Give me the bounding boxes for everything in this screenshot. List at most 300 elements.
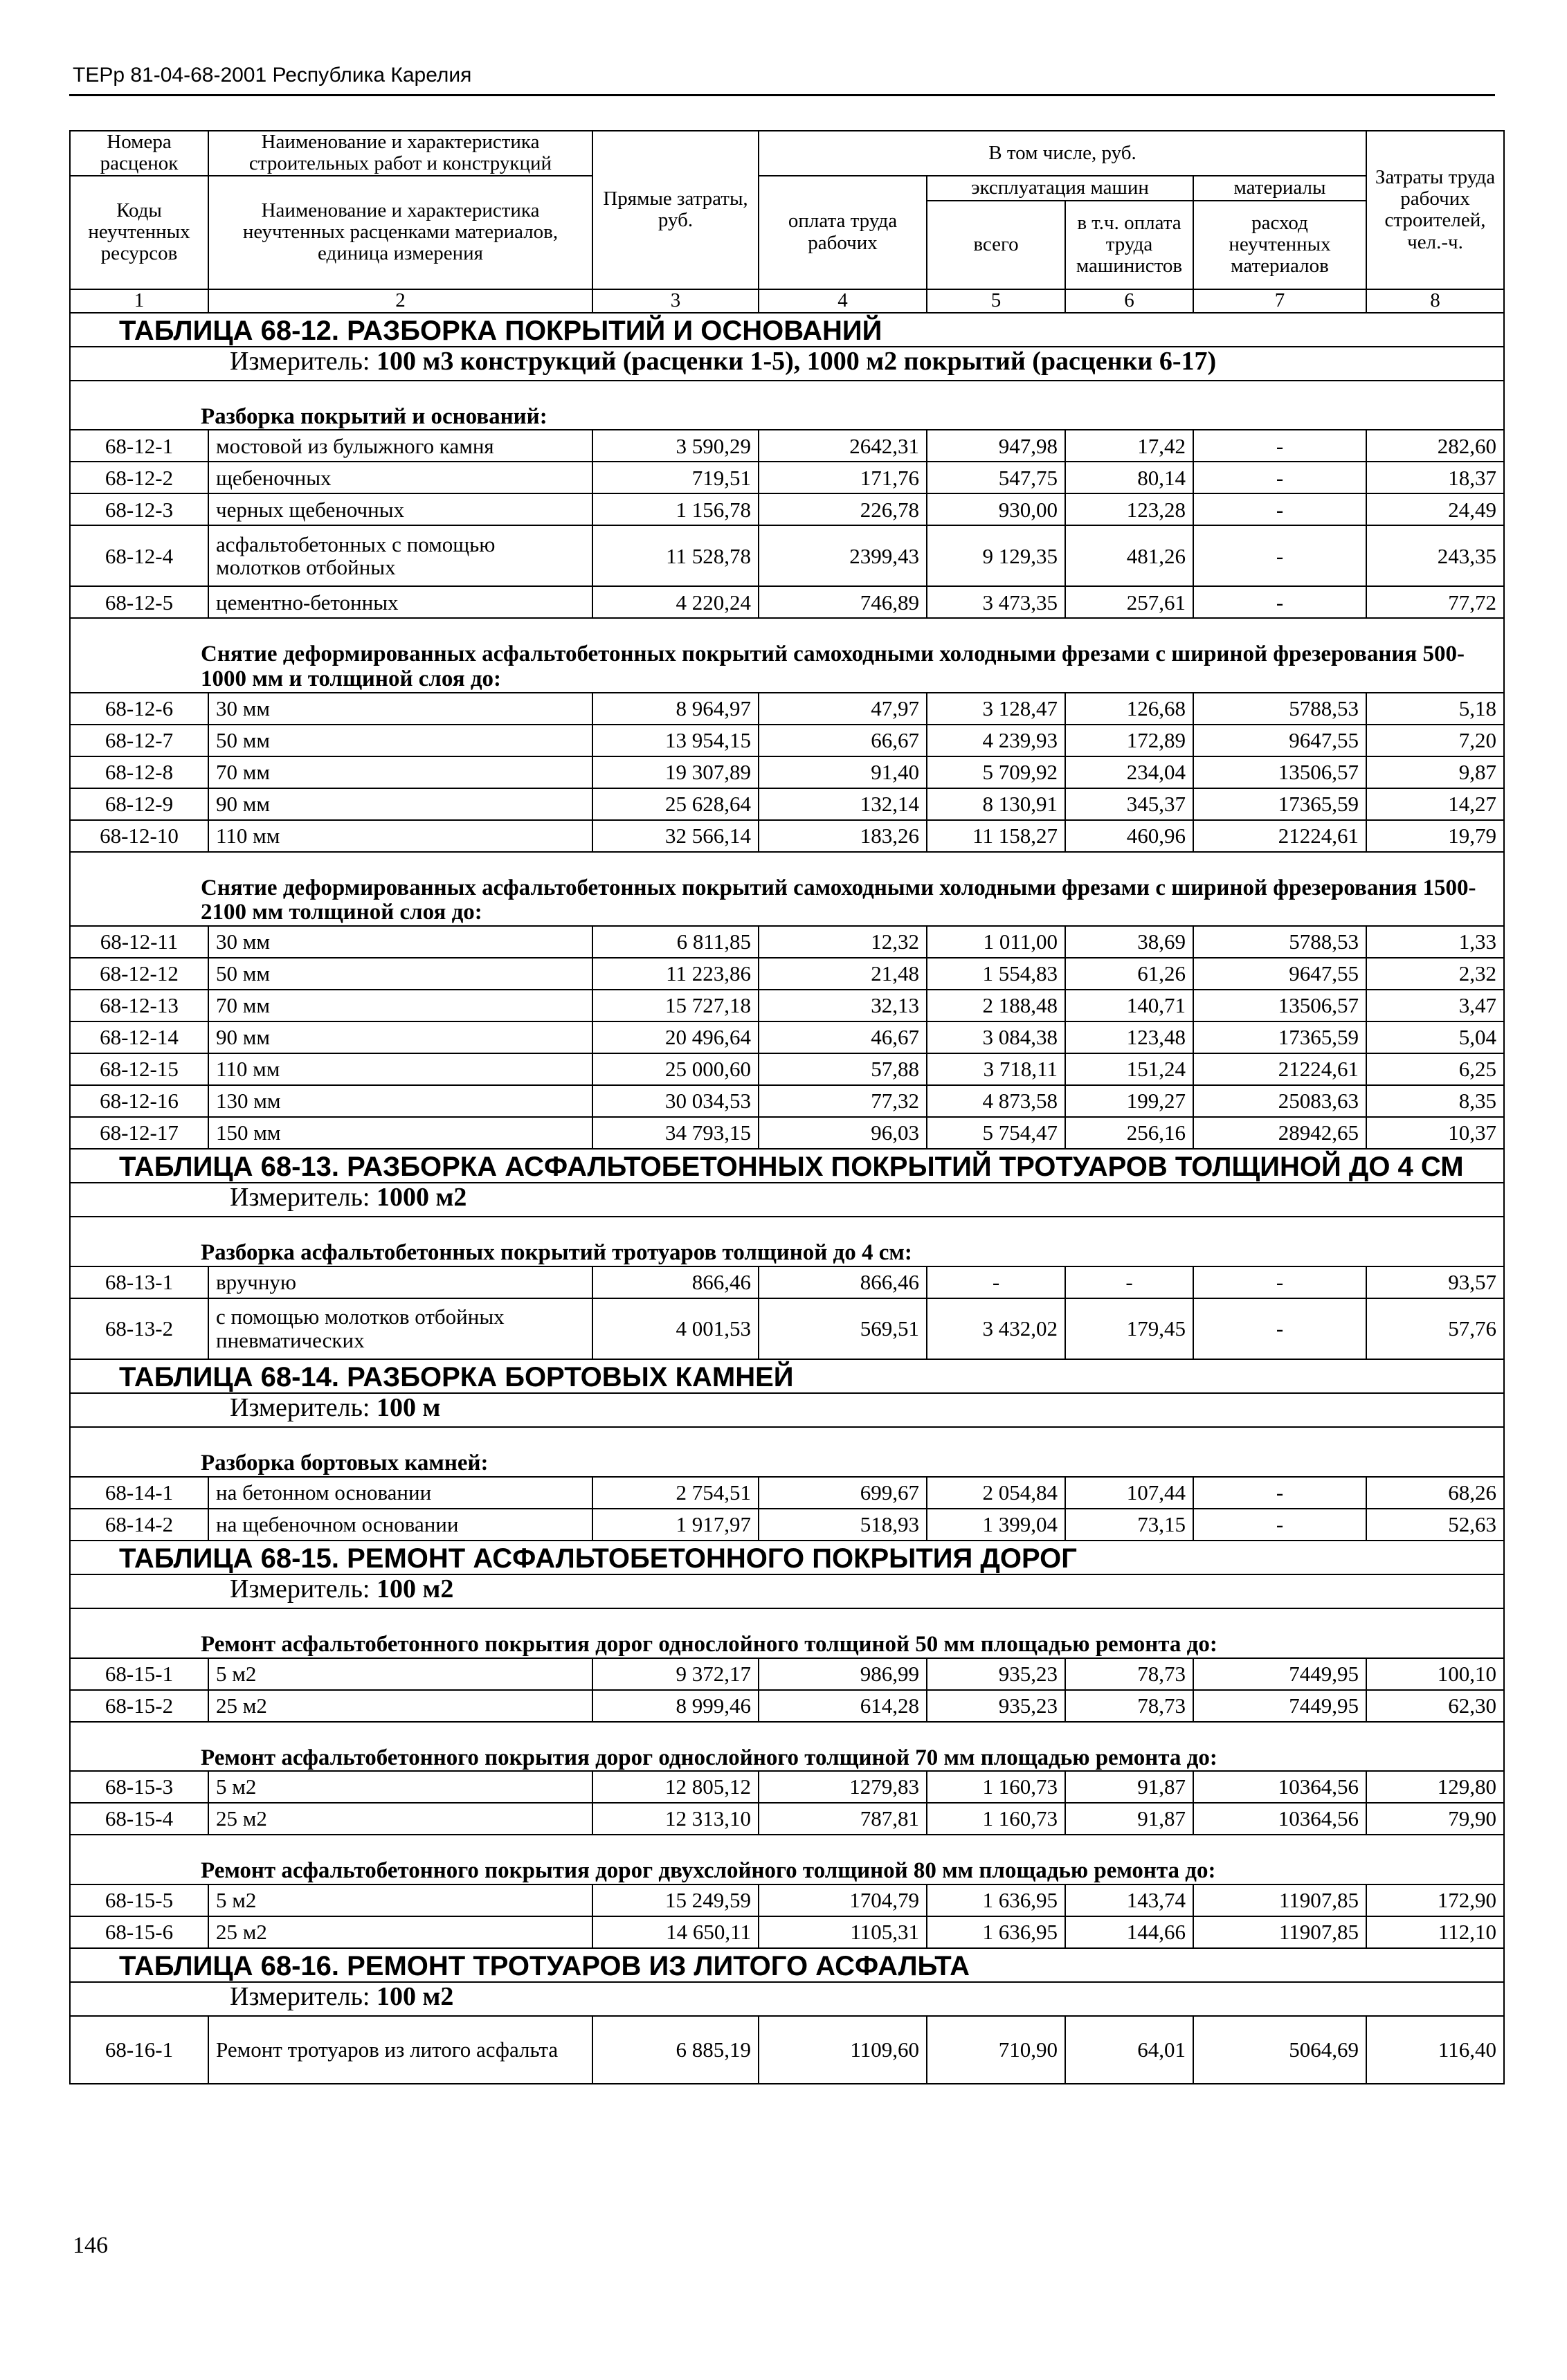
worker-pay: 699,67 bbox=[759, 1477, 927, 1509]
group-heading-row bbox=[70, 1835, 1504, 1884]
measurement-unit-label: Измеритель: bbox=[230, 1574, 370, 1604]
measurement-unit bbox=[70, 1574, 1504, 1608]
rate-code: 68-12-3 bbox=[70, 493, 208, 525]
worker-pay: 1109,60 bbox=[759, 2016, 927, 2084]
work-name: 150 мм bbox=[208, 1117, 592, 1149]
table-row bbox=[70, 1658, 1504, 1690]
rate-code: 68-12-11 bbox=[70, 926, 208, 958]
operator-pay: 140,71 bbox=[1065, 990, 1193, 1021]
table-row bbox=[70, 1884, 1504, 1916]
rate-code: 68-12-6 bbox=[70, 693, 208, 725]
table-row bbox=[70, 1298, 1504, 1359]
operator-pay: 123,48 bbox=[1065, 1021, 1193, 1053]
material-consumption: 9647,55 bbox=[1193, 958, 1366, 990]
worker-pay: 66,67 bbox=[759, 725, 927, 756]
labor-costs: 79,90 bbox=[1366, 1803, 1504, 1835]
header-operator-pay: в т.ч. оплата труда машинистов bbox=[1065, 201, 1193, 289]
worker-pay: 226,78 bbox=[759, 493, 927, 525]
rate-code: 68-15-4 bbox=[70, 1803, 208, 1835]
worker-pay: 787,81 bbox=[759, 1803, 927, 1835]
worker-pay: 614,28 bbox=[759, 1690, 927, 1722]
header-machine-operation: эксплуатация машин bbox=[927, 176, 1193, 201]
work-name: вручную bbox=[208, 1266, 592, 1298]
material-consumption: 21224,61 bbox=[1193, 820, 1366, 852]
operator-pay: 199,27 bbox=[1065, 1085, 1193, 1117]
machines-total: 947,98 bbox=[927, 430, 1065, 462]
operator-pay: 80,14 bbox=[1065, 462, 1193, 493]
worker-pay: 2399,43 bbox=[759, 525, 927, 586]
section-title: ТАБЛИЦА 68-15. РЕМОНТ АСФАЛЬТОБЕТОННОГО ПОКРЫТИЯ ДОРОГ bbox=[70, 1541, 1504, 1574]
work-name: 70 мм bbox=[208, 990, 592, 1021]
material-consumption: 13506,57 bbox=[1193, 990, 1366, 1021]
labor-costs: 68,26 bbox=[1366, 1477, 1504, 1509]
material-consumption: - bbox=[1193, 430, 1366, 462]
worker-pay: 746,89 bbox=[759, 586, 927, 618]
direct-costs: 8 999,46 bbox=[592, 1690, 759, 1722]
measurement-unit-value: 100 м2 bbox=[377, 1981, 454, 2011]
rate-code: 68-12-13 bbox=[70, 990, 208, 1021]
machines-total: 1 160,73 bbox=[927, 1803, 1065, 1835]
operator-pay: - bbox=[1065, 1266, 1193, 1298]
work-name: Ремонт тротуаров из литого асфальта bbox=[208, 2016, 592, 2084]
worker-pay: 46,67 bbox=[759, 1021, 927, 1053]
table-row bbox=[70, 462, 1504, 493]
measurement-unit-value: 100 м3 конструкций (расценки 1-5), 1000 м2 покрытий (расценки 6-17) bbox=[377, 346, 1217, 376]
work-name: 70 мм bbox=[208, 756, 592, 788]
machines-total: 3 128,47 bbox=[927, 693, 1065, 725]
material-consumption: - bbox=[1193, 525, 1366, 586]
column-number: 1 bbox=[70, 289, 208, 313]
work-name: 90 мм bbox=[208, 788, 592, 820]
direct-costs: 12 313,10 bbox=[592, 1803, 759, 1835]
direct-costs: 2 754,51 bbox=[592, 1477, 759, 1509]
table-row bbox=[70, 1803, 1504, 1835]
material-consumption: 10364,56 bbox=[1193, 1771, 1366, 1803]
rate-code: 68-14-1 bbox=[70, 1477, 208, 1509]
column-number: 5 bbox=[927, 289, 1065, 313]
direct-costs: 1 156,78 bbox=[592, 493, 759, 525]
operator-pay: 257,61 bbox=[1065, 586, 1193, 618]
rate-code: 68-15-3 bbox=[70, 1771, 208, 1803]
worker-pay: 2642,31 bbox=[759, 430, 927, 462]
table-row bbox=[70, 1085, 1504, 1117]
group-heading: Снятие деформированных асфальтобетонных покрытий самоходными холодными фрезами с шириной фрезерования 500-1000 мм и толщиной слоя до: bbox=[70, 618, 1504, 692]
operator-pay: 64,01 bbox=[1065, 2016, 1193, 2084]
labor-costs: 1,33 bbox=[1366, 926, 1504, 958]
table-row bbox=[70, 756, 1504, 788]
section-title: ТАБЛИЦА 68-12. РАЗБОРКА ПОКРЫТИЙ И ОСНОВАНИЙ bbox=[70, 313, 1504, 347]
work-name: 50 мм bbox=[208, 958, 592, 990]
direct-costs: 15 249,59 bbox=[592, 1884, 759, 1916]
worker-pay: 21,48 bbox=[759, 958, 927, 990]
material-consumption: - bbox=[1193, 493, 1366, 525]
labor-costs: 52,63 bbox=[1366, 1509, 1504, 1541]
group-heading: Ремонт асфальтобетонного покрытия дорог двухслойного толщиной 80 мм площадью ремонта до: bbox=[70, 1835, 1504, 1884]
machines-total: 5 754,47 bbox=[927, 1117, 1065, 1149]
table-body bbox=[70, 289, 1504, 2084]
rate-code: 68-15-5 bbox=[70, 1884, 208, 1916]
group-heading: Разборка бортовых камней: bbox=[70, 1427, 1504, 1477]
operator-pay: 234,04 bbox=[1065, 756, 1193, 788]
direct-costs: 25 000,60 bbox=[592, 1053, 759, 1085]
operator-pay: 61,26 bbox=[1065, 958, 1193, 990]
price-table bbox=[69, 130, 1505, 2084]
rate-code: 68-12-2 bbox=[70, 462, 208, 493]
rate-code: 68-12-16 bbox=[70, 1085, 208, 1117]
column-number: 2 bbox=[208, 289, 592, 313]
table-row bbox=[70, 820, 1504, 852]
header-machines-total: всего bbox=[927, 201, 1065, 289]
machines-total: 3 084,38 bbox=[927, 1021, 1065, 1053]
operator-pay: 91,87 bbox=[1065, 1803, 1193, 1835]
section-title-row bbox=[70, 1359, 1504, 1393]
rate-code: 68-13-1 bbox=[70, 1266, 208, 1298]
machines-total: - bbox=[927, 1266, 1065, 1298]
work-name: на бетонном основании bbox=[208, 1477, 592, 1509]
direct-costs: 34 793,15 bbox=[592, 1117, 759, 1149]
worker-pay: 866,46 bbox=[759, 1266, 927, 1298]
operator-pay: 256,16 bbox=[1065, 1117, 1193, 1149]
labor-costs: 9,87 bbox=[1366, 756, 1504, 788]
measurement-unit-label: Измеритель: bbox=[230, 346, 370, 376]
operator-pay: 38,69 bbox=[1065, 926, 1193, 958]
measurement-unit-row bbox=[70, 1982, 1504, 2016]
section-title: ТАБЛИЦА 68-16. РЕМОНТ ТРОТУАРОВ ИЗ ЛИТОГО АСФАЛЬТА bbox=[70, 1948, 1504, 1982]
machines-total: 547,75 bbox=[927, 462, 1065, 493]
machines-total: 1 636,95 bbox=[927, 1916, 1065, 1948]
direct-costs: 4 001,53 bbox=[592, 1298, 759, 1359]
material-consumption: - bbox=[1193, 1298, 1366, 1359]
labor-costs: 3,47 bbox=[1366, 990, 1504, 1021]
material-consumption: 9647,55 bbox=[1193, 725, 1366, 756]
direct-costs: 719,51 bbox=[592, 462, 759, 493]
direct-costs: 9 372,17 bbox=[592, 1658, 759, 1690]
rate-code: 68-12-15 bbox=[70, 1053, 208, 1085]
section-title: ТАБЛИЦА 68-14. РАЗБОРКА БОРТОВЫХ КАМНЕЙ bbox=[70, 1359, 1504, 1393]
group-heading: Разборка покрытий и оснований: bbox=[70, 381, 1504, 430]
labor-costs: 93,57 bbox=[1366, 1266, 1504, 1298]
machines-total: 11 158,27 bbox=[927, 820, 1065, 852]
work-name: мостовой из булыжного камня bbox=[208, 430, 592, 462]
measurement-unit bbox=[70, 1982, 1504, 2016]
direct-costs: 32 566,14 bbox=[592, 820, 759, 852]
measurement-unit-row bbox=[70, 1393, 1504, 1427]
machines-total: 1 160,73 bbox=[927, 1771, 1065, 1803]
group-heading-row bbox=[70, 1217, 1504, 1266]
labor-costs: 100,10 bbox=[1366, 1658, 1504, 1690]
header-rate-numbers: Номера расценок bbox=[70, 131, 208, 176]
work-name: цементно-бетонных bbox=[208, 586, 592, 618]
operator-pay: 143,74 bbox=[1065, 1884, 1193, 1916]
labor-costs: 129,80 bbox=[1366, 1771, 1504, 1803]
header-materials: материалы bbox=[1193, 176, 1366, 201]
header-in-total: В том числе, руб. bbox=[759, 131, 1366, 176]
rate-code: 68-12-7 bbox=[70, 725, 208, 756]
worker-pay: 77,32 bbox=[759, 1085, 927, 1117]
worker-pay: 132,14 bbox=[759, 788, 927, 820]
work-name: щебеночных bbox=[208, 462, 592, 493]
labor-costs: 19,79 bbox=[1366, 820, 1504, 852]
measurement-unit-label: Измеритель: bbox=[230, 1981, 370, 2011]
measurement-unit-label: Измеритель: bbox=[230, 1393, 370, 1422]
worker-pay: 1704,79 bbox=[759, 1884, 927, 1916]
table-row bbox=[70, 2016, 1504, 2084]
rate-code: 68-12-9 bbox=[70, 788, 208, 820]
direct-costs: 11 528,78 bbox=[592, 525, 759, 586]
section-title-row bbox=[70, 1149, 1504, 1183]
table-row bbox=[70, 1509, 1504, 1541]
operator-pay: 345,37 bbox=[1065, 788, 1193, 820]
material-consumption: 10364,56 bbox=[1193, 1803, 1366, 1835]
column-number: 8 bbox=[1366, 289, 1504, 313]
header-rule bbox=[69, 94, 1495, 96]
work-name: 130 мм bbox=[208, 1085, 592, 1117]
work-name: 30 мм bbox=[208, 693, 592, 725]
material-consumption: 7449,95 bbox=[1193, 1658, 1366, 1690]
rate-code: 68-13-2 bbox=[70, 1298, 208, 1359]
table-row bbox=[70, 1477, 1504, 1509]
labor-costs: 243,35 bbox=[1366, 525, 1504, 586]
rate-code: 68-16-1 bbox=[70, 2016, 208, 2084]
work-name: 5 м2 bbox=[208, 1884, 592, 1916]
material-consumption: 21224,61 bbox=[1193, 1053, 1366, 1085]
labor-costs: 6,25 bbox=[1366, 1053, 1504, 1085]
measurement-unit bbox=[70, 347, 1504, 381]
direct-costs: 20 496,64 bbox=[592, 1021, 759, 1053]
rate-code: 68-12-8 bbox=[70, 756, 208, 788]
table-row bbox=[70, 693, 1504, 725]
work-name: 5 м2 bbox=[208, 1658, 592, 1690]
machines-total: 935,23 bbox=[927, 1690, 1065, 1722]
machines-total: 1 554,83 bbox=[927, 958, 1065, 990]
table-row bbox=[70, 525, 1504, 586]
rate-code: 68-12-4 bbox=[70, 525, 208, 586]
work-name: черных щебеночных bbox=[208, 493, 592, 525]
table-row bbox=[70, 1021, 1504, 1053]
labor-costs: 112,10 bbox=[1366, 1916, 1504, 1948]
work-name: на щебеночном основании bbox=[208, 1509, 592, 1541]
operator-pay: 78,73 bbox=[1065, 1658, 1193, 1690]
column-number: 7 bbox=[1193, 289, 1366, 313]
work-name: 110 мм bbox=[208, 820, 592, 852]
material-consumption: 11907,85 bbox=[1193, 1884, 1366, 1916]
table-row bbox=[70, 990, 1504, 1021]
rate-code: 68-12-10 bbox=[70, 820, 208, 852]
material-consumption: 5064,69 bbox=[1193, 2016, 1366, 2084]
measurement-unit bbox=[70, 1183, 1504, 1217]
table-row bbox=[70, 493, 1504, 525]
direct-costs: 3 590,29 bbox=[592, 430, 759, 462]
material-consumption: 13506,57 bbox=[1193, 756, 1366, 788]
direct-costs: 866,46 bbox=[592, 1266, 759, 1298]
section-title-row bbox=[70, 1948, 1504, 1982]
table-row bbox=[70, 788, 1504, 820]
machines-total: 4 239,93 bbox=[927, 725, 1065, 756]
labor-costs: 8,35 bbox=[1366, 1085, 1504, 1117]
table-row bbox=[70, 1771, 1504, 1803]
worker-pay: 12,32 bbox=[759, 926, 927, 958]
machines-total: 2 054,84 bbox=[927, 1477, 1065, 1509]
machines-total: 4 873,58 bbox=[927, 1085, 1065, 1117]
machines-total: 1 011,00 bbox=[927, 926, 1065, 958]
group-heading-row bbox=[70, 1427, 1504, 1477]
machines-total: 1 399,04 bbox=[927, 1509, 1065, 1541]
worker-pay: 518,93 bbox=[759, 1509, 927, 1541]
operator-pay: 107,44 bbox=[1065, 1477, 1193, 1509]
column-number: 4 bbox=[759, 289, 927, 313]
labor-costs: 5,18 bbox=[1366, 693, 1504, 725]
operator-pay: 144,66 bbox=[1065, 1916, 1193, 1948]
rate-code: 68-12-17 bbox=[70, 1117, 208, 1149]
operator-pay: 17,42 bbox=[1065, 430, 1193, 462]
work-name: 25 м2 bbox=[208, 1690, 592, 1722]
work-name: 90 мм bbox=[208, 1021, 592, 1053]
table-row bbox=[70, 1690, 1504, 1722]
labor-costs: 14,27 bbox=[1366, 788, 1504, 820]
direct-costs: 25 628,64 bbox=[592, 788, 759, 820]
table-row bbox=[70, 958, 1504, 990]
rate-code: 68-12-5 bbox=[70, 586, 208, 618]
operator-pay: 78,73 bbox=[1065, 1690, 1193, 1722]
page-header: ТЕРр 81-04-68-2001 Республика Карелия bbox=[73, 64, 472, 87]
worker-pay: 183,26 bbox=[759, 820, 927, 852]
group-heading-row bbox=[70, 618, 1504, 692]
header-material-name: Наименование и характеристика неучтенных расценками материалов, единица измерения bbox=[208, 176, 592, 289]
material-consumption: 5788,53 bbox=[1193, 926, 1366, 958]
measurement-unit-label: Измеритель: bbox=[230, 1183, 370, 1212]
machines-total: 9 129,35 bbox=[927, 525, 1065, 586]
header-worker-pay: оплата труда рабочих bbox=[759, 176, 927, 289]
direct-costs: 8 964,97 bbox=[592, 693, 759, 725]
material-consumption: 7449,95 bbox=[1193, 1690, 1366, 1722]
operator-pay: 179,45 bbox=[1065, 1298, 1193, 1359]
labor-costs: 5,04 bbox=[1366, 1021, 1504, 1053]
machines-total: 5 709,92 bbox=[927, 756, 1065, 788]
work-name: асфальтобетонных с помощью молотков отбойных bbox=[208, 525, 592, 586]
direct-costs: 4 220,24 bbox=[592, 586, 759, 618]
machines-total: 3 473,35 bbox=[927, 586, 1065, 618]
measurement-unit-value: 1000 м2 bbox=[377, 1183, 467, 1212]
machines-total: 930,00 bbox=[927, 493, 1065, 525]
group-heading: Снятие деформированных асфальтобетонных покрытий самоходными холодными фрезами с шириной фрезерования 1500-2100 мм толщиной слоя до: bbox=[70, 852, 1504, 926]
operator-pay: 172,89 bbox=[1065, 725, 1193, 756]
rate-code: 68-12-12 bbox=[70, 958, 208, 990]
worker-pay: 986,99 bbox=[759, 1658, 927, 1690]
group-heading: Ремонт асфальтобетонного покрытия дорог однослойного толщиной 70 мм площадью ремонта до: bbox=[70, 1722, 1504, 1772]
header-direct-costs: Прямые затраты, руб. bbox=[592, 131, 759, 289]
work-name: 25 м2 bbox=[208, 1803, 592, 1835]
material-consumption: - bbox=[1193, 1477, 1366, 1509]
work-name: 30 мм bbox=[208, 926, 592, 958]
material-consumption: 11907,85 bbox=[1193, 1916, 1366, 1948]
group-heading: Ремонт асфальтобетонного покрытия дорог однослойного толщиной 50 мм площадью ремонта до: bbox=[70, 1608, 1504, 1658]
rate-code: 68-12-1 bbox=[70, 430, 208, 462]
worker-pay: 569,51 bbox=[759, 1298, 927, 1359]
labor-costs: 24,49 bbox=[1366, 493, 1504, 525]
group-heading-row bbox=[70, 1722, 1504, 1772]
material-consumption: - bbox=[1193, 1266, 1366, 1298]
column-number: 3 bbox=[592, 289, 759, 313]
rate-code: 68-12-14 bbox=[70, 1021, 208, 1053]
machines-total: 8 130,91 bbox=[927, 788, 1065, 820]
worker-pay: 96,03 bbox=[759, 1117, 927, 1149]
rate-code: 68-15-1 bbox=[70, 1658, 208, 1690]
column-number-row bbox=[70, 289, 1504, 313]
operator-pay: 126,68 bbox=[1065, 693, 1193, 725]
work-name: 5 м2 bbox=[208, 1771, 592, 1803]
header-work-name: Наименование и характеристика строительных работ и конструкций bbox=[208, 131, 592, 176]
group-heading: Разборка асфальтобетонных покрытий тротуаров толщиной до 4 см: bbox=[70, 1217, 1504, 1266]
measurement-unit-row bbox=[70, 1183, 1504, 1217]
section-title-row bbox=[70, 313, 1504, 347]
worker-pay: 171,76 bbox=[759, 462, 927, 493]
measurement-unit-value: 100 м2 bbox=[377, 1574, 454, 1604]
machines-total: 710,90 bbox=[927, 2016, 1065, 2084]
labor-costs: 282,60 bbox=[1366, 430, 1504, 462]
material-consumption: 5788,53 bbox=[1193, 693, 1366, 725]
labor-costs: 2,32 bbox=[1366, 958, 1504, 990]
work-name: 50 мм bbox=[208, 725, 592, 756]
table-row bbox=[70, 1916, 1504, 1948]
column-number: 6 bbox=[1065, 289, 1193, 313]
table-row bbox=[70, 430, 1504, 462]
machines-total: 935,23 bbox=[927, 1658, 1065, 1690]
worker-pay: 57,88 bbox=[759, 1053, 927, 1085]
rate-code: 68-15-2 bbox=[70, 1690, 208, 1722]
operator-pay: 73,15 bbox=[1065, 1509, 1193, 1541]
machines-total: 3 432,02 bbox=[927, 1298, 1065, 1359]
direct-costs: 14 650,11 bbox=[592, 1916, 759, 1948]
material-consumption: 17365,59 bbox=[1193, 1021, 1366, 1053]
operator-pay: 460,96 bbox=[1065, 820, 1193, 852]
table-row bbox=[70, 725, 1504, 756]
direct-costs: 30 034,53 bbox=[592, 1085, 759, 1117]
page-number: 146 bbox=[73, 2233, 108, 2258]
worker-pay: 32,13 bbox=[759, 990, 927, 1021]
material-consumption: - bbox=[1193, 462, 1366, 493]
table-row bbox=[70, 1053, 1504, 1085]
direct-costs: 6 811,85 bbox=[592, 926, 759, 958]
operator-pay: 481,26 bbox=[1065, 525, 1193, 586]
labor-costs: 77,72 bbox=[1366, 586, 1504, 618]
operator-pay: 123,28 bbox=[1065, 493, 1193, 525]
machines-total: 1 636,95 bbox=[927, 1884, 1065, 1916]
work-name: с помощью молотков отбойных пневматических bbox=[208, 1298, 592, 1359]
material-consumption: 17365,59 bbox=[1193, 788, 1366, 820]
worker-pay: 1279,83 bbox=[759, 1771, 927, 1803]
group-heading-row bbox=[70, 852, 1504, 926]
section-title-row bbox=[70, 1541, 1504, 1574]
direct-costs: 6 885,19 bbox=[592, 2016, 759, 2084]
header-resource-codes: Коды неучтенных ресурсов bbox=[70, 176, 208, 289]
measurement-unit-row bbox=[70, 1574, 1504, 1608]
table-row bbox=[70, 926, 1504, 958]
material-consumption: - bbox=[1193, 586, 1366, 618]
table-row bbox=[70, 1266, 1504, 1298]
operator-pay: 91,87 bbox=[1065, 1771, 1193, 1803]
worker-pay: 91,40 bbox=[759, 756, 927, 788]
labor-costs: 7,20 bbox=[1366, 725, 1504, 756]
direct-costs: 13 954,15 bbox=[592, 725, 759, 756]
header-material-consumption: расход неучтенных материалов bbox=[1193, 201, 1366, 289]
section-title: ТАБЛИЦА 68-13. РАЗБОРКА АСФАЛЬТОБЕТОННЫХ ПОКРЫТИЙ ТРОТУАРОВ ТОЛЩИНОЙ ДО 4 СМ bbox=[70, 1149, 1504, 1183]
labor-costs: 116,40 bbox=[1366, 2016, 1504, 2084]
labor-costs: 18,37 bbox=[1366, 462, 1504, 493]
labor-costs: 10,37 bbox=[1366, 1117, 1504, 1149]
measurement-unit bbox=[70, 1393, 1504, 1427]
labor-costs: 62,30 bbox=[1366, 1690, 1504, 1722]
direct-costs: 19 307,89 bbox=[592, 756, 759, 788]
